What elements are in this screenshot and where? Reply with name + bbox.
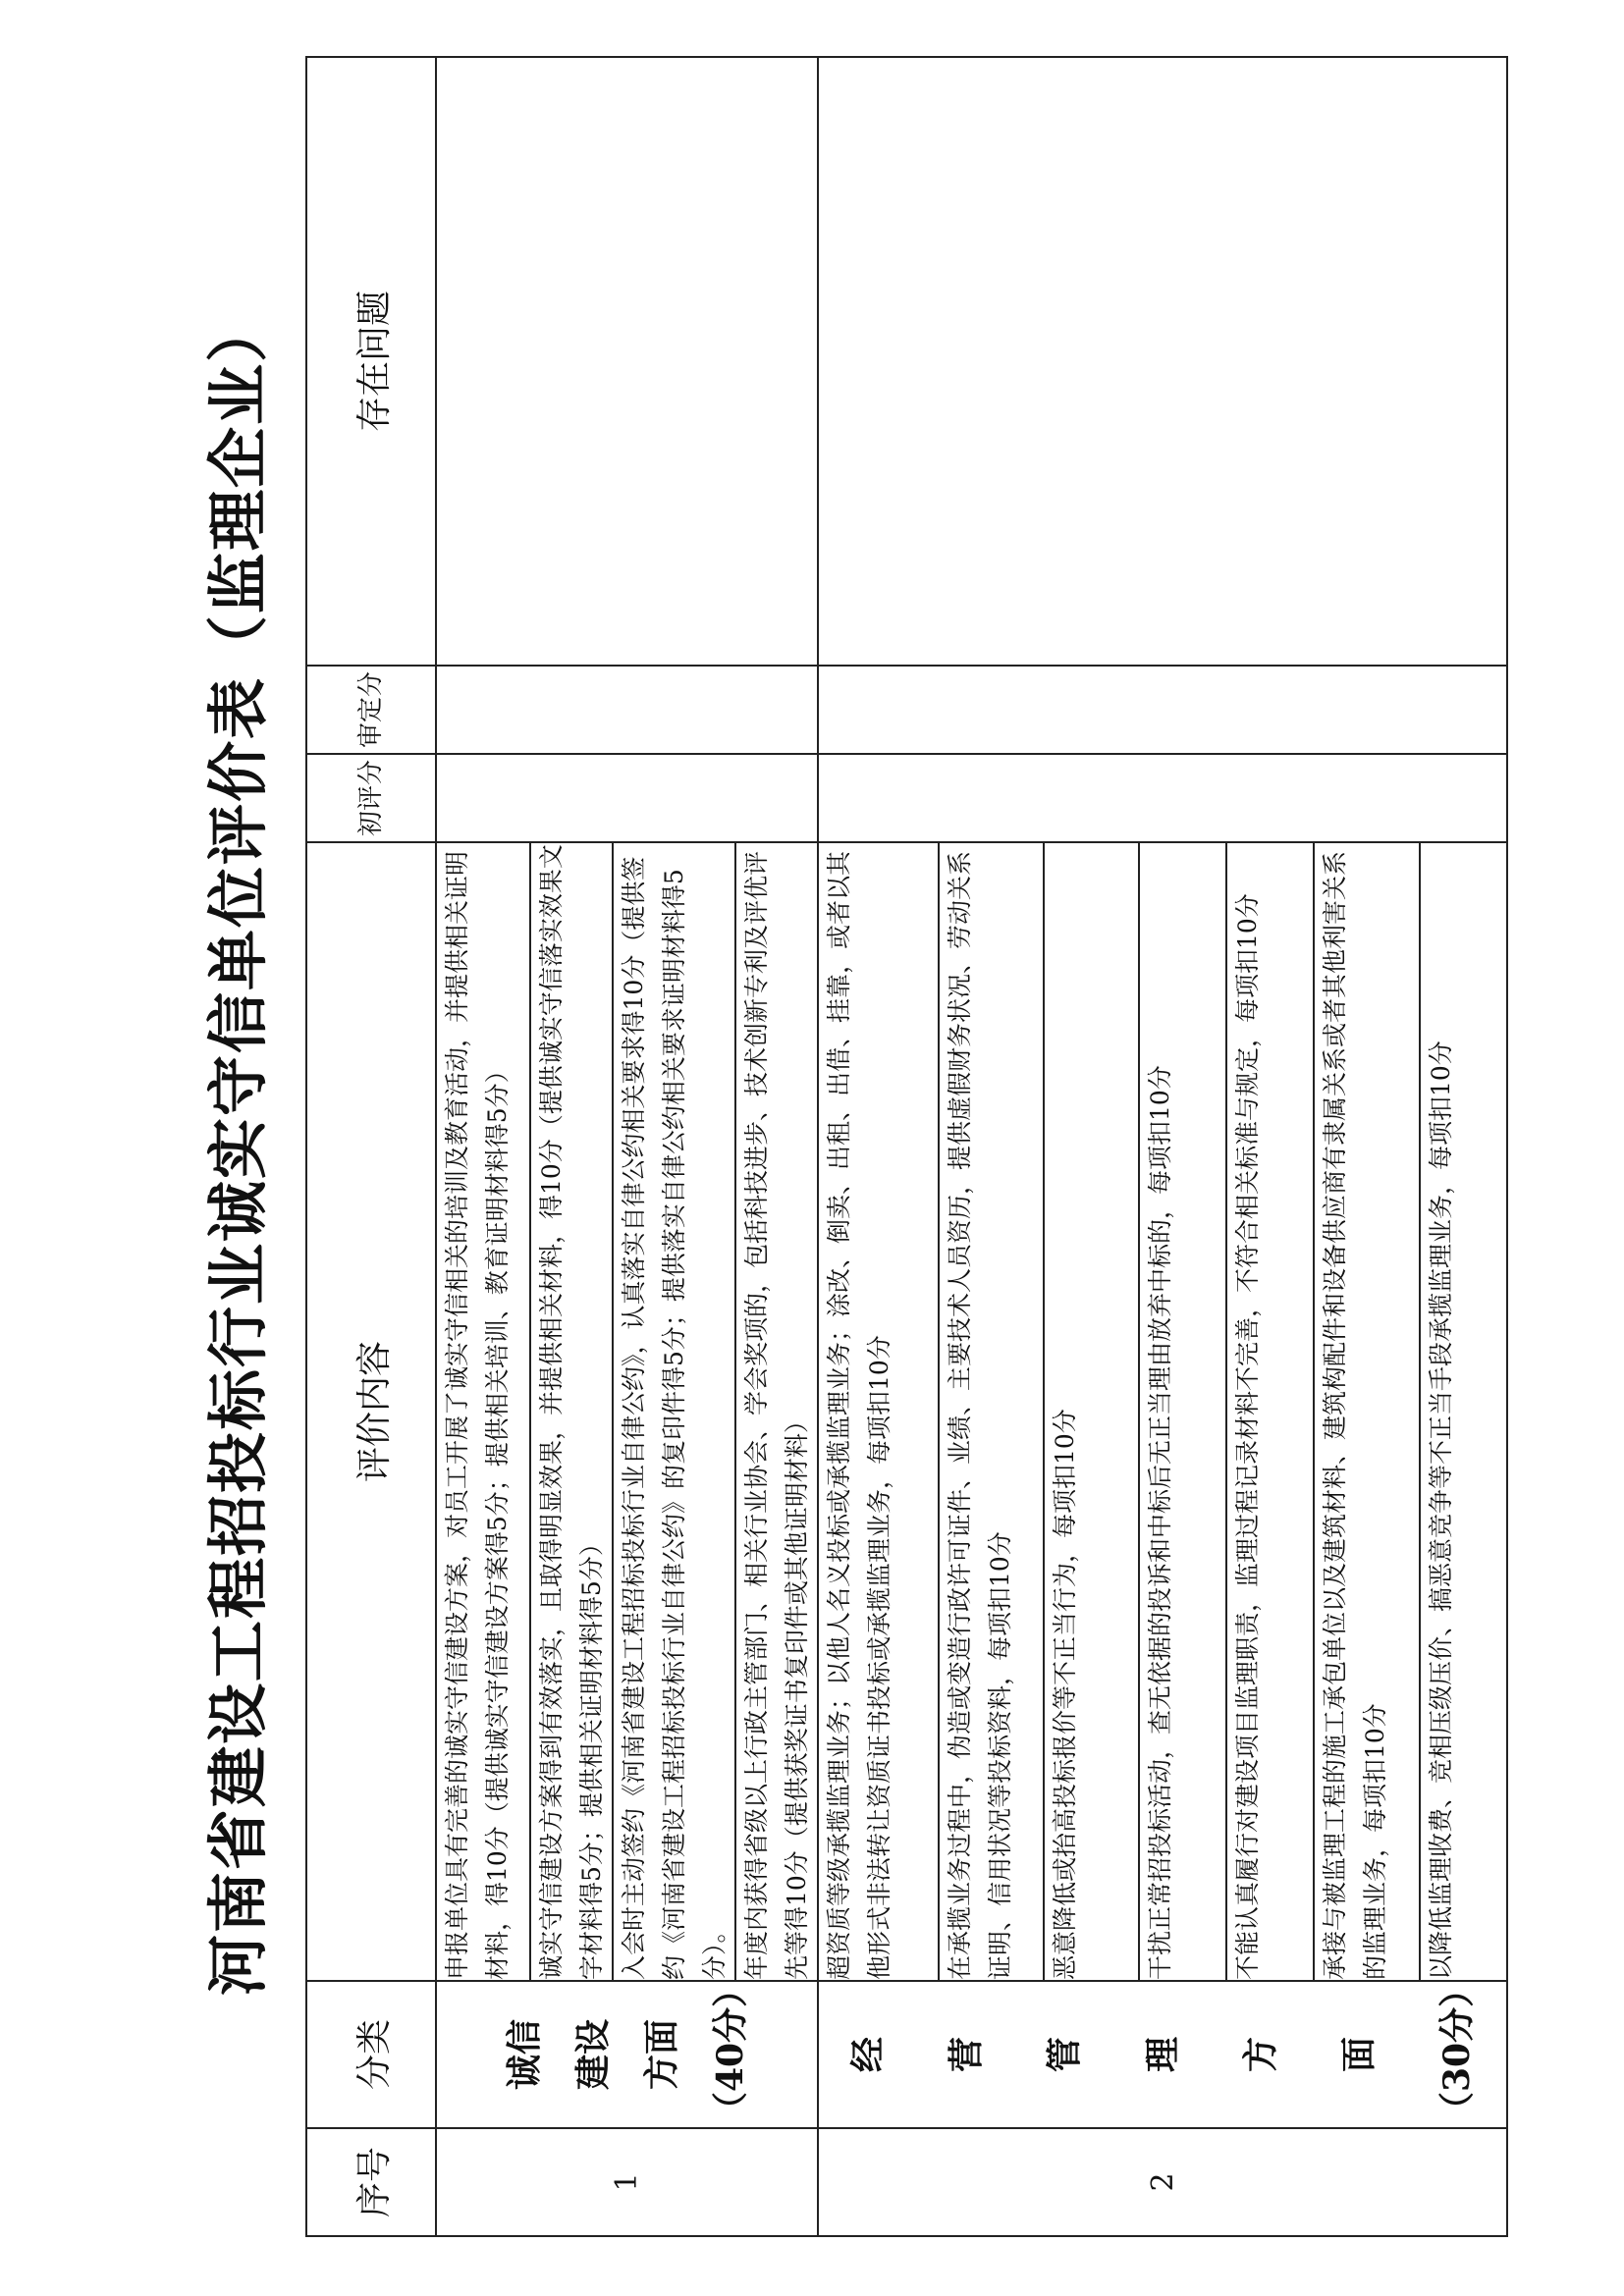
criterion-1-3: 入会时主动签约《河南省建设工程招标投标行业自律公约》，认真落实自律公约相关要求得10分（提供签约《河南省建设工程招标投标行业自律公约》的复印件得5分；提供落实自律公约相关要求证明材料得5分）。 (613, 842, 735, 1981)
table-row (818, 57, 939, 2236)
criterion-1-1: 申报单位具有完善的诚实守信建设方案，对员工开展了诚实守信相关的培训及教育活动，并提供相关证明材料，得10分（提供诚实守信建设方案得5分；提供相关培训、教育证明材料得5分） (436, 842, 530, 1981)
criterion-1-4: 年度内获得省级以上行政主管部门、相关行业协会、学会奖项的，包括科技进步、技术创新专利及评优评先等得10分（提供获奖证书复印件或其他证明材料） (735, 842, 818, 1981)
section-1-category: 诚信 建设 方面 （40分） (436, 1981, 818, 2128)
table-row (436, 57, 530, 2236)
section-1-seq: 1 (436, 2128, 818, 2236)
criterion-2-5: 不能认真履行对建设项目监理职责，监理过程记录材料不完善，不符合相关标准与规定，每项扣10分 (1226, 842, 1314, 1981)
criterion-2-3: 恶意降低或抬高投标报价等不正当行为，每项扣10分 (1044, 842, 1139, 1981)
section-1-issues-cell[interactable] (436, 57, 818, 666)
document-title: 河南省建设工程招投标行业诚实守信单位评价表（监理企业） (202, 299, 274, 1997)
header-seq: 序号 (306, 2128, 436, 2236)
header-category: 分类 (306, 1981, 436, 2128)
criterion-1-2: 诚实守信建设方案得到有效落实，且取得明显效果，并提供相关材料，得10分（提供诚实守信落实效果文字材料得5分；提供相关证明材料得5分） (530, 842, 613, 1981)
section-2-initial-score-cell[interactable] (818, 754, 1507, 842)
header-issues: 存在问题 (306, 57, 436, 666)
section-1-final-score-cell[interactable] (436, 666, 818, 754)
section-2-issues-cell[interactable] (818, 57, 1507, 666)
evaluation-table (305, 56, 1508, 2237)
section-2-final-score-cell[interactable] (818, 666, 1507, 754)
criterion-2-2: 在承揽业务过程中，伪造或变造行政许可证件、业绩、主要技术人员资历，提供虚假财务状况、劳动关系证明、信用状况等投标资料，每项扣10分 (939, 842, 1044, 1981)
section-2-category: 经 营 管 理 方 面 （30分） (818, 1981, 1507, 2128)
criterion-2-6: 承接与被监理工程的施工承包单位以及建筑材料、建筑构配件和设备供应商有隶属关系或者其他利害关系的监理业务，每项扣10分 (1314, 842, 1419, 1981)
header-final-score: 审定分 (306, 666, 436, 754)
rotated-page (184, 58, 1478, 2237)
criterion-2-4: 干扰正常招投标活动，查无依据的投诉和中标后无正当理由放弃中标的，每项扣10分 (1139, 842, 1226, 1981)
header-content: 评价内容 (306, 842, 436, 1981)
section-2-seq: 2 (818, 2128, 1507, 2236)
section-1-initial-score-cell[interactable] (436, 754, 818, 842)
criterion-2-1: 超资质等级承揽监理业务；以他人名义投标或承揽监理业务；涂改、倒卖、出租、出借、挂靠，或者以其他形式非法转让资质证书投标或承揽监理业务，每项扣10分 (818, 842, 939, 1981)
header-row (306, 57, 436, 2236)
criterion-2-7: 以降低监理收费、竞相压级压价、搞恶意竞争等不正当手段承揽监理业务，每项扣10分 (1420, 842, 1507, 1981)
header-initial-score: 初评分 (306, 754, 436, 842)
